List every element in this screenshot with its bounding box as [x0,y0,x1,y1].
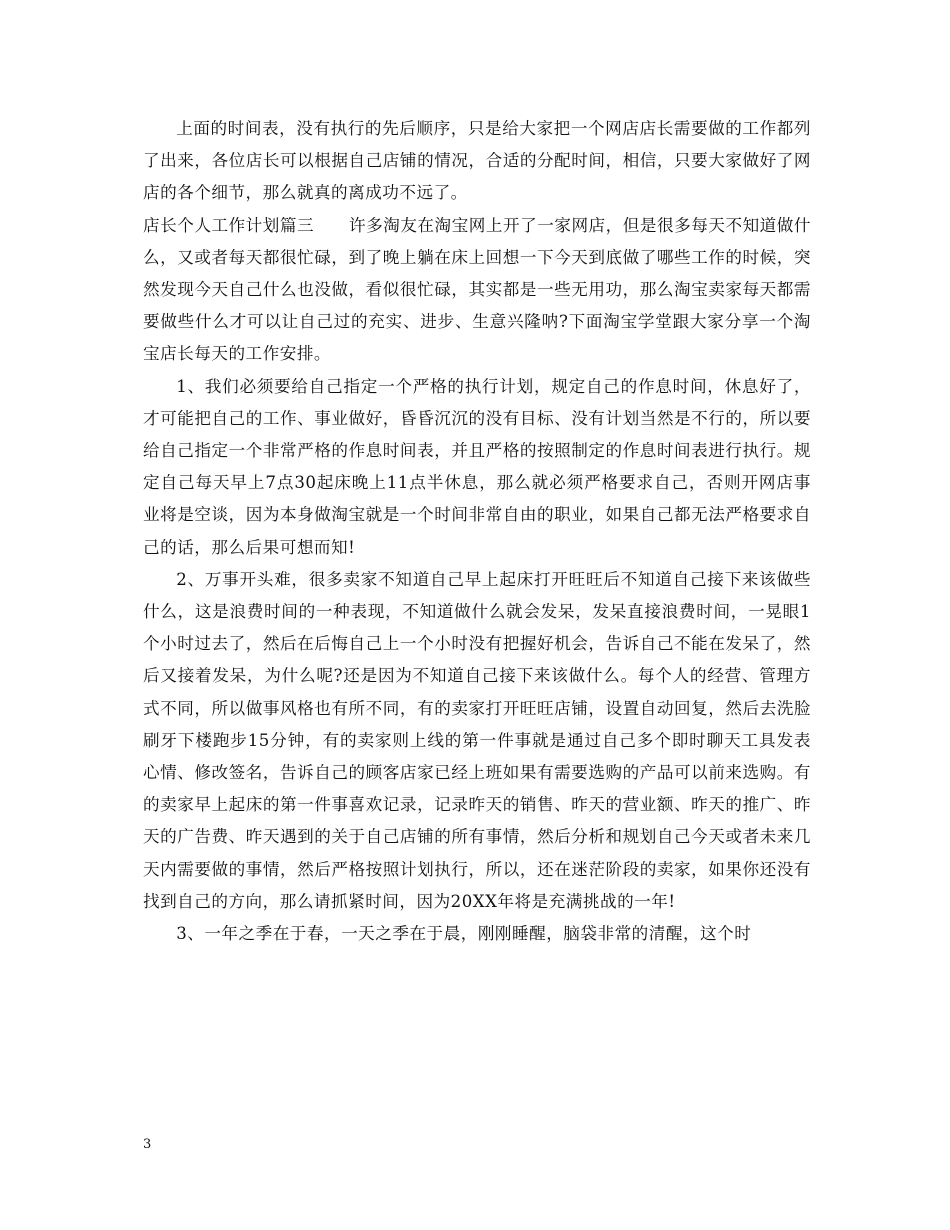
paragraph-item-1: 1、我们必须要给自己指定一个严格的执行计划，规定自己的作息时间，休息好了，才可能把自己的工作、事业做好，昏昏沉沉的没有目标、没有计划当然是不行的，所以要给自己指定一个非常严格的作息时间表，并且严格的按照制定的作息时间表进行执行。规定自己每天早上7点30起床晚上11点半休息，那么就必须严格要求自己，否则开网店事业将是空谈，因为本身做淘宝就是一个时间非常自由的职业，如果自己都无法严格要求自己的话，那么后果可想而知! [143,376,811,557]
paragraph-item-2: 2、万事开头难，很多卖家不知道自己早上起床打开旺旺后不知道自己接下来该做些什么，这是浪费时间的一种表现，不知道做什么就会发呆，发呆直接浪费时间，一晃眼1个小时过去了，然后在后悔自己上一个小时没有把握好机会，告诉自己不能在发呆了，然后又接着发呆，为什么呢?还是因为不知道自己接下来该做什么。每个人的经营、管理方式不同，所以做事风格也有所不同，有的卖家打开旺旺店铺，设置自动回复，然后去洗脸刷牙下楼跑步15分钟，有的卖家则上线的第一件事就是通过自己多个即时聊天工具发表心情、修改签名，告诉自己的顾客店家已经上班如果有需要选购的产品可以前来选购。有的卖家早上起床的第一件事喜欢记录，记录昨天的销售、昨天的营业额、昨天的推广、昨天的广告费、昨天遇到的关于自己店铺的所有事情，然后分析和规划自己今天或者未来几天内需要做的事情，然后严格按照计划执行，所以，还在迷茫阶段的卖家，如果你还没有找到自己的方向，那么请抓紧时间，因为20XX年将是充满挑战的一年! [143,569,811,911]
section-opening-text: 许多淘友在淘宝网上开了一家网店，但是很多每天不知道做什么，又或者每天都很忙碌，到了晚上躺在床上回想一下今天到底做了哪些工作的时候，突然发现今天自己什么也没做，看似很忙碌，其实都是一些无用功，那么淘宝卖家每天都需要做些什么才可以让自己过的充实、进步、生意兴隆呐?下面淘宝学堂跟大家分享一个淘宝店长每天的工作安排。 [143,215,811,364]
page-number: 3 [143,1137,152,1152]
document-body [143,113,811,950]
section-title: 店长个人工作计划篇三 [143,215,315,235]
paragraph-item-3: 3、一年之季在于春，一天之季在于晨，刚刚睡醒，脑袋非常的清醒，这个时 [176,924,752,944]
paragraph-intro: 上面的时间表，没有执行的先后顺序，只是给大家把一个网店店长需要做的工作都列了出来，各位店长可以根据自己店铺的情况，合适的分配时间，相信，只要大家做好了网店的各个细节，那么就真的离成功不远了。 [143,119,811,203]
paragraph-section-opening [143,210,811,371]
